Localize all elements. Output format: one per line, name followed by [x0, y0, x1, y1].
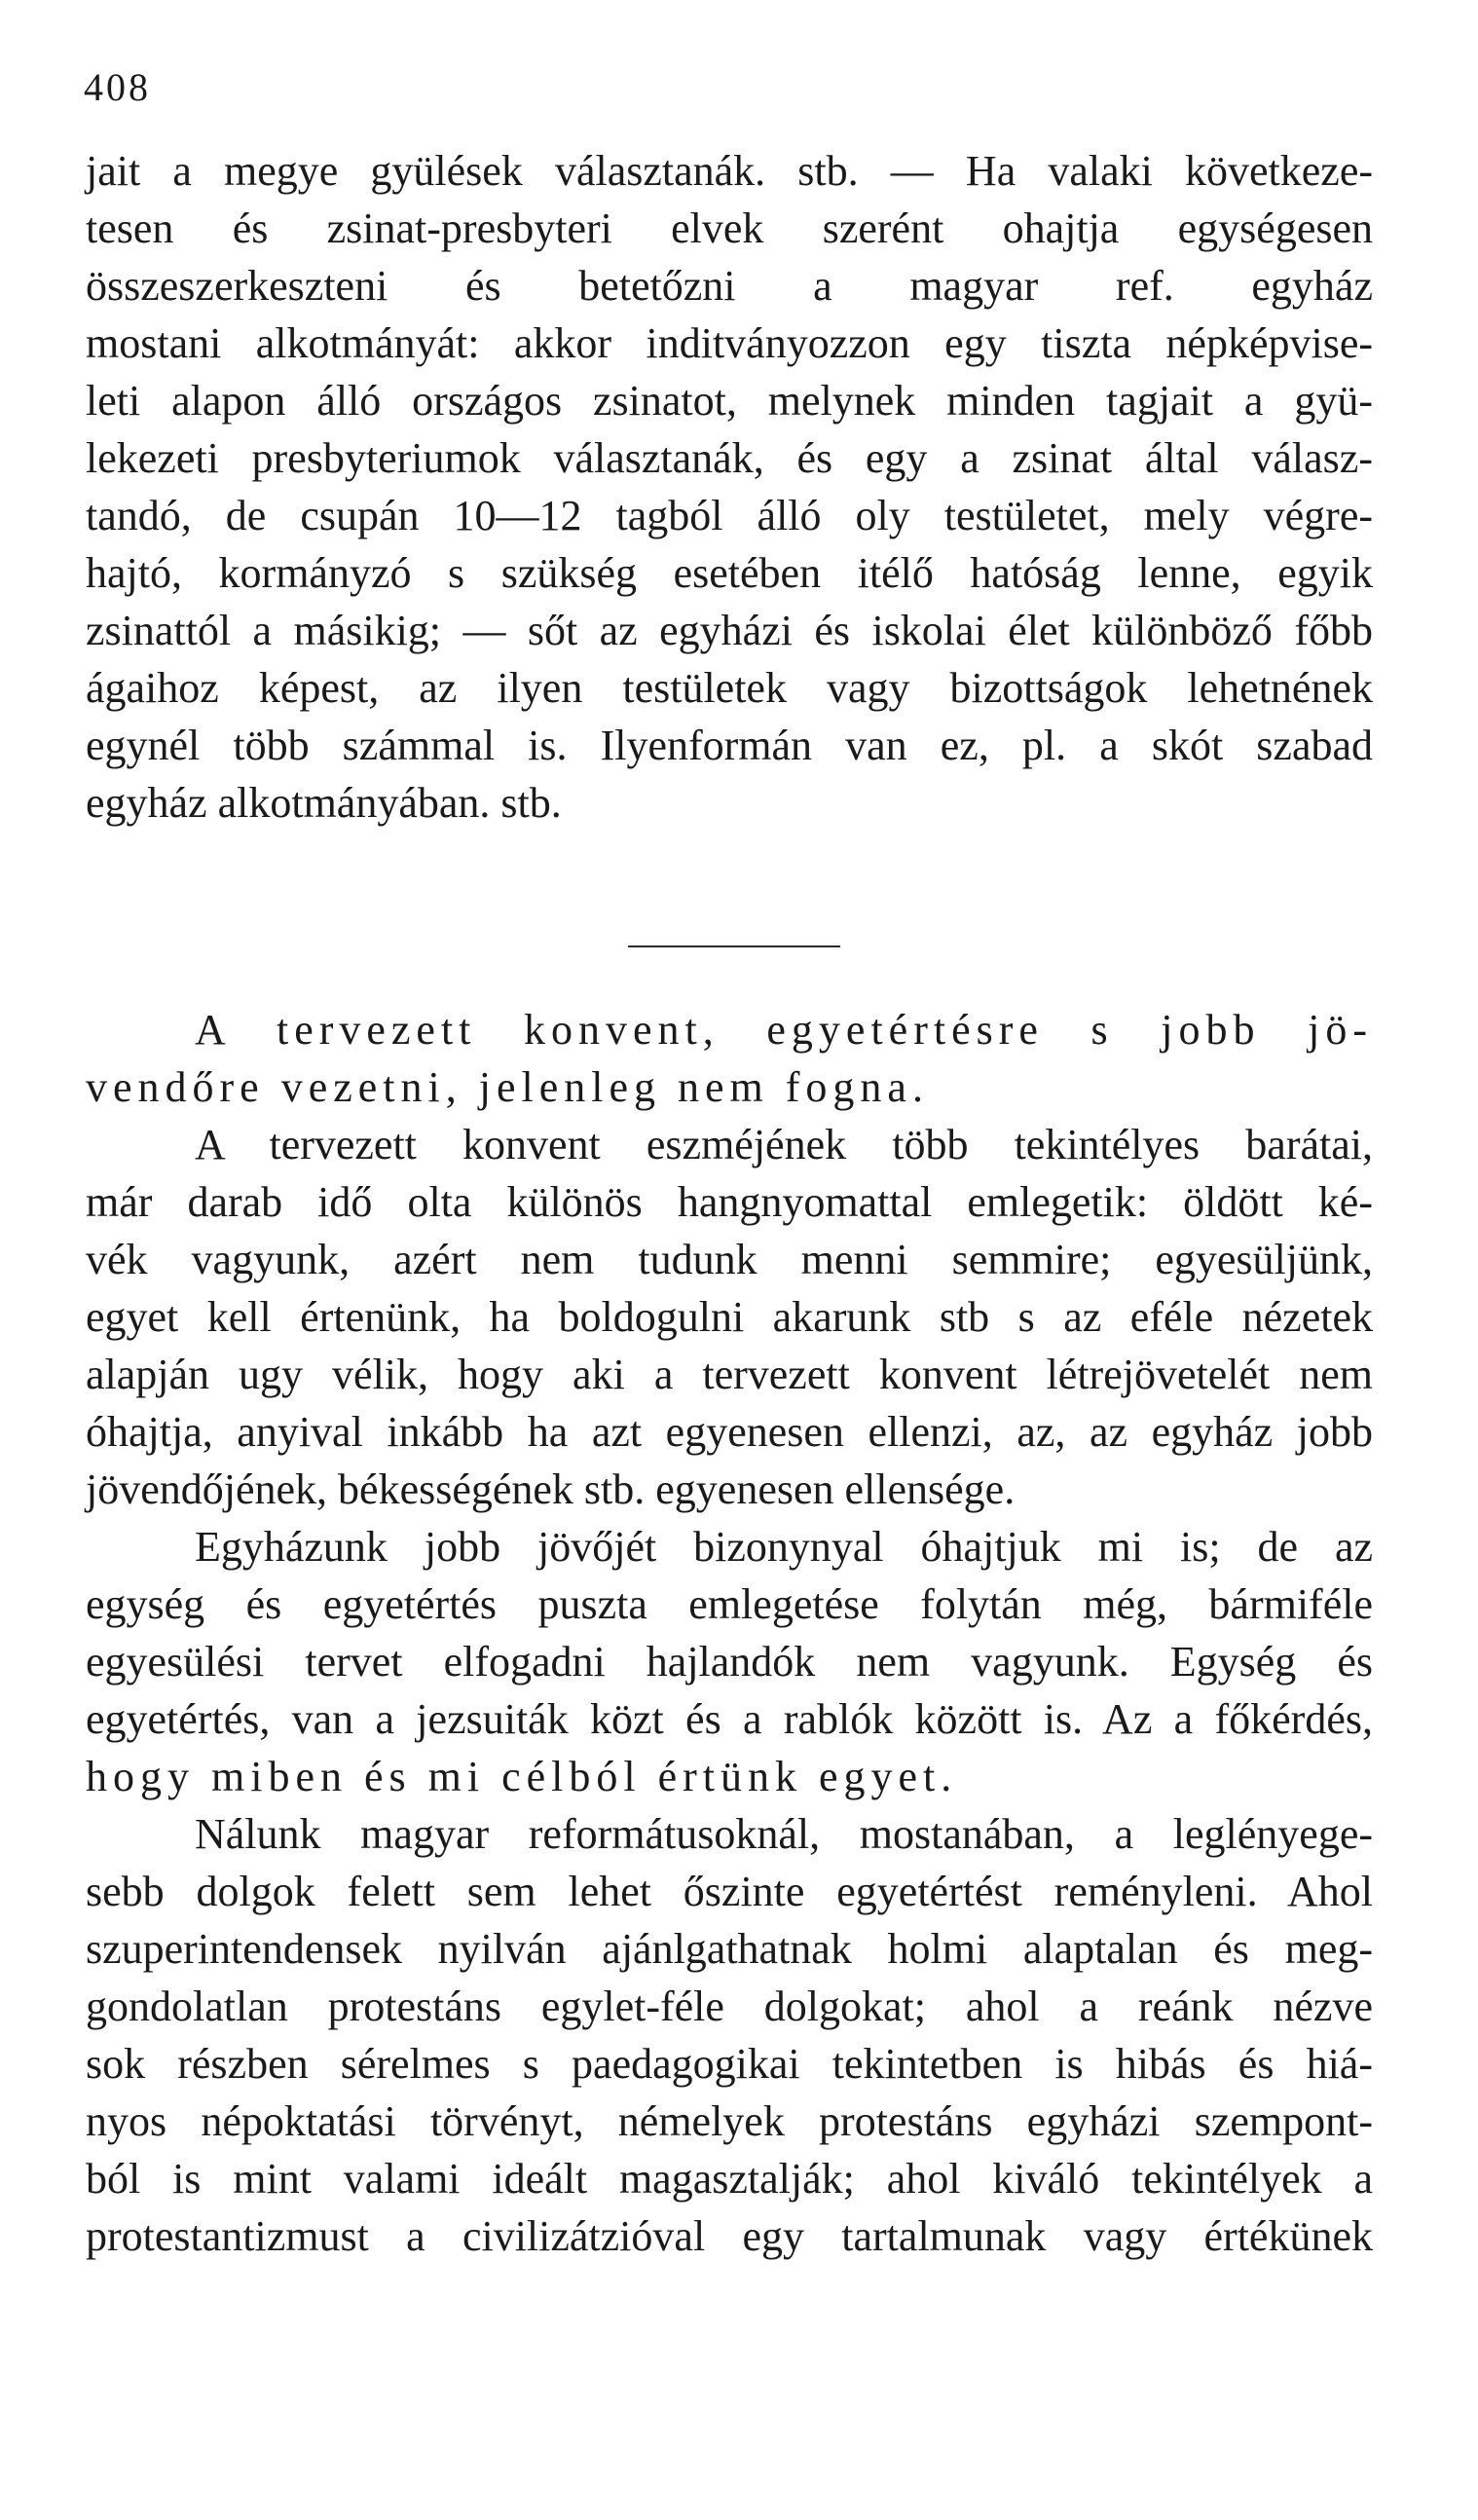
text-line: A tervezett konvent eszméjének több tekintélyes barátai, [195, 1121, 1373, 1168]
text-line: lekezeti presbyteriumok választanák, és egy a zsinat által válasz- [86, 434, 1373, 482]
text-line: gondolatlan protestáns egylet-féle dolgokat; ahol a reánk nézve [86, 1983, 1373, 2030]
heading-line: A tervezett konvent, egyetértésre s jobb jö- [195, 1006, 1373, 1054]
text-line: tandó, de csupán 10—12 tagból álló oly testületet, mely végre- [86, 492, 1373, 539]
text-line: zsinattól a másikig; — sőt az egyházi és iskolai élet különböző főbb [86, 607, 1373, 654]
text-line: sok részben sérelmes s paedagogikai tekintetben is hibás és hiá- [86, 2040, 1373, 2088]
text-line: vék vagyunk, azért nem tudunk menni semmire; egyesüljünk, [86, 1236, 1373, 1283]
text-line: egyetértés, van a jezsuiták közt és a rablók között is. Az a főkérdés, [86, 1695, 1373, 1743]
text-line: nyos népoktatási törvényt, némelyek protestáns egyházi szempont- [86, 2097, 1373, 2145]
text-line: egyet kell értenünk, ha boldogulni akarunk stb s az eféle nézetek [86, 1293, 1373, 1341]
text-line: alapján ugy vélik, hogy aki a tervezett konvent létrejövetelét nem [86, 1351, 1373, 1398]
text-line: már darab idő olta különös hangnyomattal emlegetik: öldött ké- [86, 1178, 1373, 1226]
text-line: jövendőjének, békességének stb. egyenesen ellensége. [86, 1465, 1016, 1513]
text-line: szuperintendensek nyilván ajánlgathatnak holmi alaptalan és meg- [86, 1925, 1373, 1973]
text-line: egyház alkotmányában. stb. [86, 779, 562, 827]
page-number: 408 [84, 65, 151, 109]
text-line: sebb dolgok felett sem lehet őszinte egyetértést reményleni. Ahol [86, 1868, 1373, 1915]
text-line: tesen és zsinat-presbyteri elvek szerént ohajtja egységesen [86, 204, 1373, 252]
text-line: jait a megye gyülések választanák. stb. — Ha valaki következe- [86, 147, 1373, 195]
text-line: Egyházunk jobb jövőjét bizonynyal óhajtjuk mi is; de az [195, 1523, 1373, 1571]
section-divider [628, 945, 840, 947]
text-line: ból is mint valami ideált magasztalják; ahol kiváló tekintélyek a [86, 2155, 1373, 2203]
text-line: egynél több számmal is. Ilyenformán van ez, pl. a skót szabad [86, 722, 1373, 769]
heading-line: vendőre vezetni, jelenleg nem fogna. [86, 1063, 929, 1111]
text-line: óhajtja, anyival inkább ha azt egyenesen ellenzi, az, az egyház jobb [86, 1408, 1373, 1456]
text-line: protestantizmust a civilizátzióval egy tartalmunak vagy értékünek [86, 2212, 1373, 2260]
text-line: ágaihoz képest, az ilyen testületek vagy bizottságok lehetnének [86, 664, 1373, 712]
text-line: hogy miben és mi célból értünk egyet. [86, 1753, 958, 1800]
text-line: mostani alkotmányát: akkor inditványozzon egy tiszta népképvise- [86, 319, 1373, 367]
text-line: egyesülési tervet elfogadni hajlandók nem vagyunk. Egység és [86, 1638, 1373, 1686]
text-line: hajtó, kormányzó s szükség esetében itélő hatóság lenne, egyik [86, 549, 1373, 597]
text-line: összeszerkeszteni és betetőzni a magyar ref. egyház [86, 262, 1373, 310]
text-line: Nálunk magyar reformátusoknál, mostanában, a leglényege- [195, 1810, 1373, 1858]
text-line: leti alapon álló országos zsinatot, melynek minden tagjait a gyü- [86, 377, 1373, 425]
text-line: egység és egyetértés puszta emlegetése folytán még, bármiféle [86, 1580, 1373, 1628]
